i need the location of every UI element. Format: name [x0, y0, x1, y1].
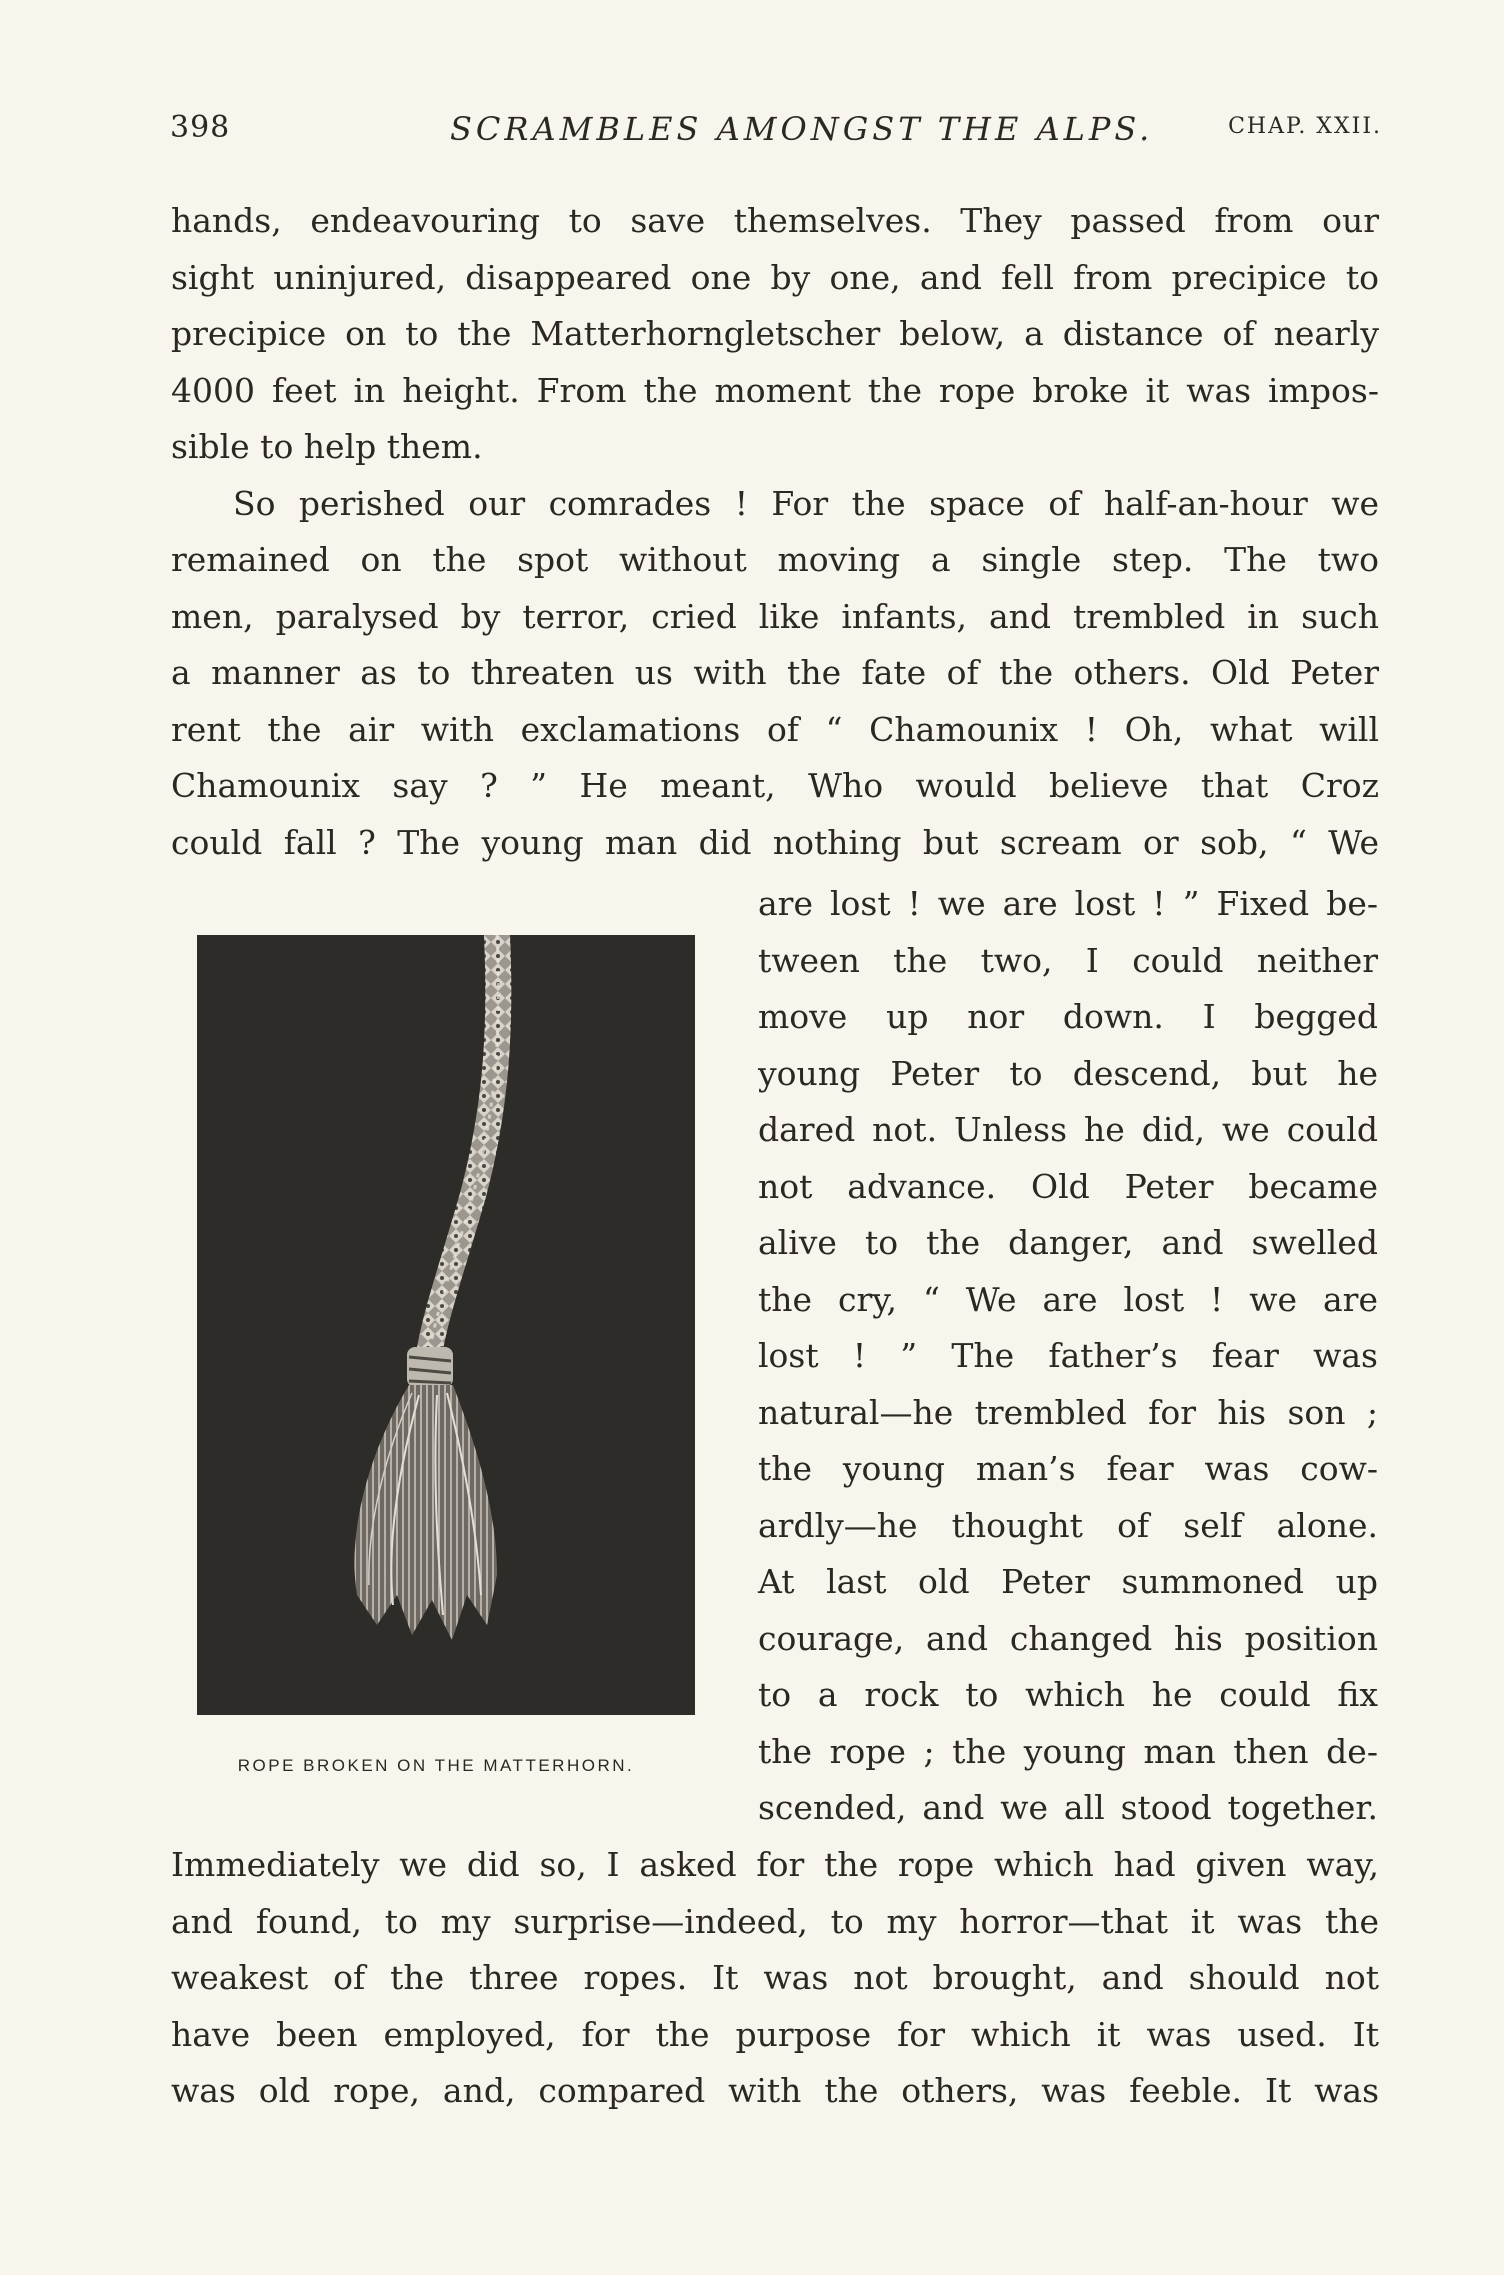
text-line: a manner as to threaten us with the fate of the others. Old Peter: [171, 653, 1379, 692]
figure-caption: ROPE BROKEN ON THE MATTERHORN.: [237, 1756, 635, 1775]
text-line: the cry, “ We are lost ! we are: [758, 1279, 1378, 1319]
text-line: sight uninjured, disappeared one by one, and fell from precipice to: [171, 257, 1379, 297]
text-line: have been employed, for the purpose for which it was used. It: [171, 2014, 1379, 2054]
text-line: Chamounix say ? ” He meant, Who would believe that Croz: [171, 766, 1379, 805]
text-line: courage, and changed his position: [758, 1618, 1378, 1658]
body-text-side: [758, 876, 1378, 1837]
text-line: move up nor down. I begged: [758, 997, 1378, 1036]
text-line: hands, endeavouring to save themselves. They passed from our: [171, 201, 1379, 240]
text-line: So perished our comrades ! For the space of half-an-hour we: [233, 483, 1379, 523]
text-line: young Peter to descend, but he: [758, 1053, 1378, 1093]
text-line: ardly—he thought of self alone.: [758, 1505, 1378, 1545]
text-line: rent the air with exclamations of “ Chamounix ! Oh, what will: [171, 709, 1379, 749]
page-header: [170, 110, 1382, 160]
text-line: Immediately we did so, I asked for the rope which had given way,: [171, 1845, 1379, 1884]
text-line: to a rock to which he could fix: [758, 1675, 1378, 1714]
text-line: At last old Peter summoned up: [758, 1562, 1378, 1601]
page-number: 398: [170, 110, 231, 145]
text-line: weakest of the three ropes. It was not brought, and should not: [171, 1958, 1379, 1997]
chapter-label: CHAP. XXII.: [1228, 114, 1382, 139]
text-line: alive to the danger, and swelled: [758, 1223, 1378, 1262]
text-line: 4000 feet in height. From the moment the rope broke it was impos-: [171, 370, 1379, 410]
text-line: lost ! ” The father’s fear was: [758, 1336, 1378, 1375]
text-line: the rope ; the young man then de-: [758, 1731, 1378, 1771]
text-line: precipice on to the Matterhorngletscher below, a distance of nearly: [171, 314, 1379, 353]
text-line: scended, and we all stood together.: [758, 1788, 1378, 1827]
text-line: natural—he trembled for his son ;: [758, 1392, 1378, 1432]
text-line: not advance. Old Peter became: [758, 1166, 1378, 1206]
body-text-bottom: [171, 1837, 1379, 2120]
text-line: dared not. Unless he did, we could: [758, 1110, 1378, 1149]
text-line: tween the two, I could neither: [758, 940, 1378, 980]
text-line: was old rope, and, compared with the others, was feeble. It was: [171, 2071, 1379, 2110]
broken-rope-icon: [197, 935, 695, 1715]
text-line: remained on the spot without moving a single step. The two: [171, 540, 1379, 579]
rope-illustration: [197, 935, 695, 1715]
text-line: are lost ! we are lost ! ” Fixed be-: [758, 884, 1378, 923]
text-line: men, paralysed by terror, cried like infants, and trembled in such: [171, 596, 1379, 636]
running-title: SCRAMBLES AMONGST THE ALPS.: [450, 110, 1154, 148]
text-line: the young man’s fear was cow-: [758, 1449, 1378, 1488]
text-line: and found, to my surprise—indeed, to my horror—that it was the: [171, 1901, 1379, 1941]
text-line: sible to help them.: [171, 427, 483, 466]
text-line: could fall ? The young man did nothing but scream or sob, “ We: [171, 822, 1379, 862]
body-text-top: [171, 193, 1379, 871]
